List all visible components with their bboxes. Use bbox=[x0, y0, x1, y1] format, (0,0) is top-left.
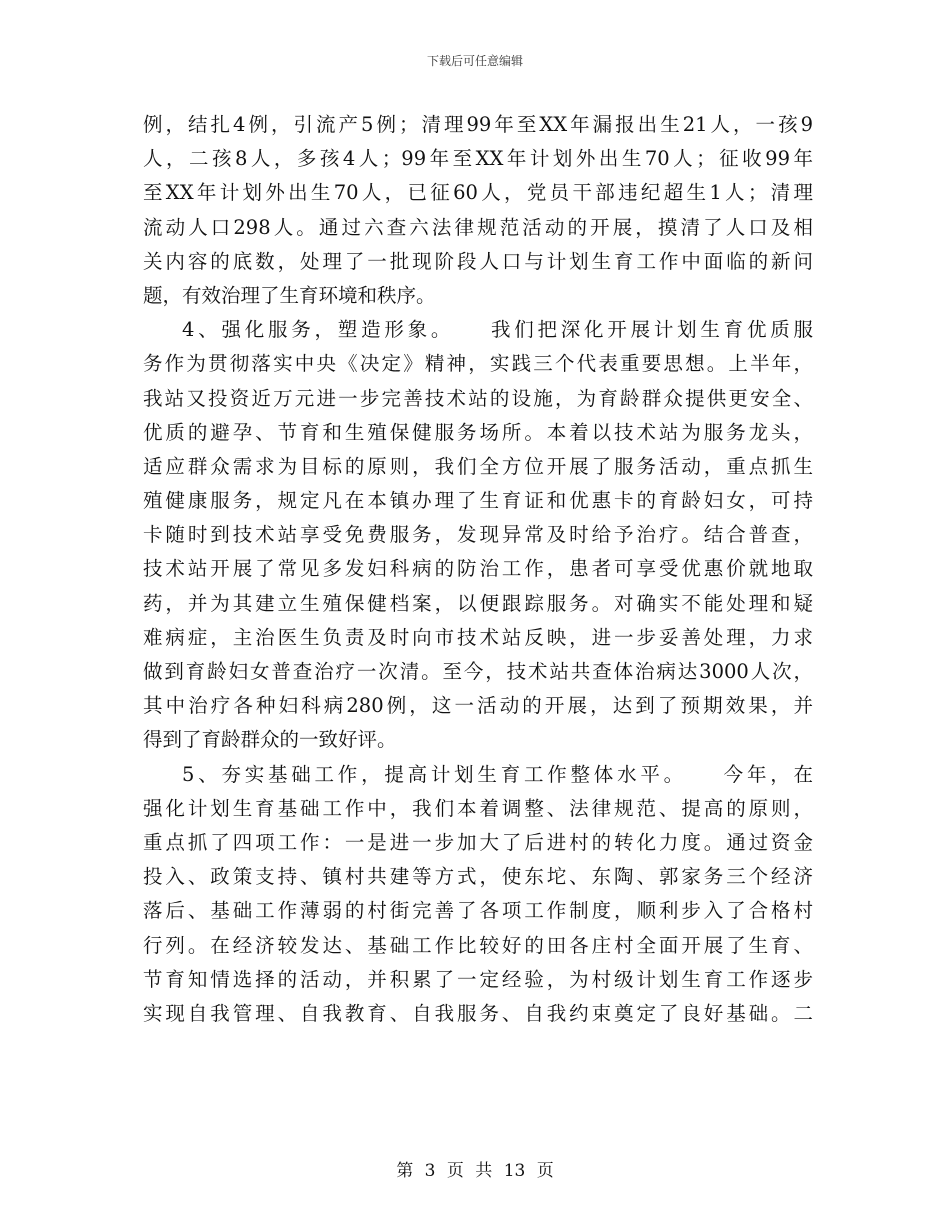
text-line: 例，结扎4例，引流产5例；清理99年至XX年漏报出生21人，一孩9 bbox=[143, 113, 813, 136]
text-line: 强化计划生育基础工作中，我们本着调整、法律规范、提高的原则， bbox=[143, 796, 813, 820]
text-line: 关内容的底数，处理了一批现阶段人口与计划生育工作中面临的新问 bbox=[143, 249, 813, 273]
text-line: 重点抓了四项工作：一是进一步加大了后进村的转化力度。通过资金 bbox=[143, 830, 813, 854]
text-line: 至XX年计划外出生70人，已征60人，党员干部违纪超生1人；清理 bbox=[143, 181, 813, 205]
paragraph-heading-line: 5、夯实基础工作，提高计划生育工作整体水平。 今年，在 bbox=[182, 762, 813, 786]
document-body bbox=[143, 108, 813, 1031]
text-line: 实现自我管理、自我教育、自我服务、自我约束奠定了良好基础。二 bbox=[143, 1001, 813, 1025]
page-number-footer: 第 3 页 共 13 页 bbox=[396, 1161, 554, 1181]
text-line: 殖健康服务，规定凡在本镇办理了生育证和优惠卡的育龄妇女，可持 bbox=[143, 489, 813, 513]
text-line: 流动人口298人。通过六查六法律规范活动的开展，摸清了人口及相 bbox=[143, 215, 813, 239]
text-line: 投入、政策支持、镇村共建等方式，使东坨、东陶、郭家务三个经济 bbox=[143, 865, 813, 889]
text-line: 落后、基础工作薄弱的村街完善了各项工作制度，顺利步入了合格村 bbox=[143, 899, 813, 923]
page-header: 下载后可任意编辑 bbox=[426, 54, 523, 68]
text-line: 技术站开展了常见多发妇科病的防治工作，患者可享受优惠价就地取 bbox=[143, 557, 813, 581]
text-line: 难病症，主治医生负责及时向市技术站反映，进一步妥善处理，力求 bbox=[143, 625, 813, 649]
text-line: 务作为贯彻落实中央《决定》精神，实践三个代表重要思想。上半年， bbox=[143, 352, 813, 376]
text-line: 做到育龄妇女普查治疗一次清。至今，技术站共查体治病达3000人次， bbox=[143, 660, 813, 683]
text-line: 行列。在经济较发达、基础工作比较好的田各庄村全面开展了生育、 bbox=[143, 933, 813, 957]
text-line: 适应群众需求为目标的原则，我们全方位开展了服务活动，重点抓生 bbox=[143, 454, 813, 478]
text-line: 优质的避孕、节育和生殖保健服务场所。本着以技术站为服务龙头， bbox=[143, 420, 813, 444]
text-line: 得到了育龄群众的一致好评。 bbox=[143, 728, 397, 752]
text-line: 其中治疗各种妇科病280例，这一活动的开展，达到了预期效果，并 bbox=[143, 694, 813, 718]
text-line: 卡随时到技术站享受免费服务，发现异常及时给予治疗。结合普查， bbox=[143, 523, 813, 547]
text-line: 人，二孩8人，多孩4人；99年至XX年计划外出生70人；征收99年 bbox=[143, 147, 813, 171]
text-line: 题，有效治理了生育环境和秩序。 bbox=[143, 283, 436, 307]
text-line: 我站又投资近万元进一步完善技术站的设施，为育龄群众提供更安全、 bbox=[143, 386, 813, 410]
paragraph-heading-line: 4、强化服务，塑造形象。 我们把深化开展计划生育优质服 bbox=[182, 318, 813, 342]
text-line: 节育知情选择的活动，并积累了一定经验，为村级计划生育工作逐步 bbox=[143, 967, 813, 991]
text-line: 药，并为其建立生殖保健档案，以便跟踪服务。对确实不能处理和疑 bbox=[143, 591, 813, 615]
